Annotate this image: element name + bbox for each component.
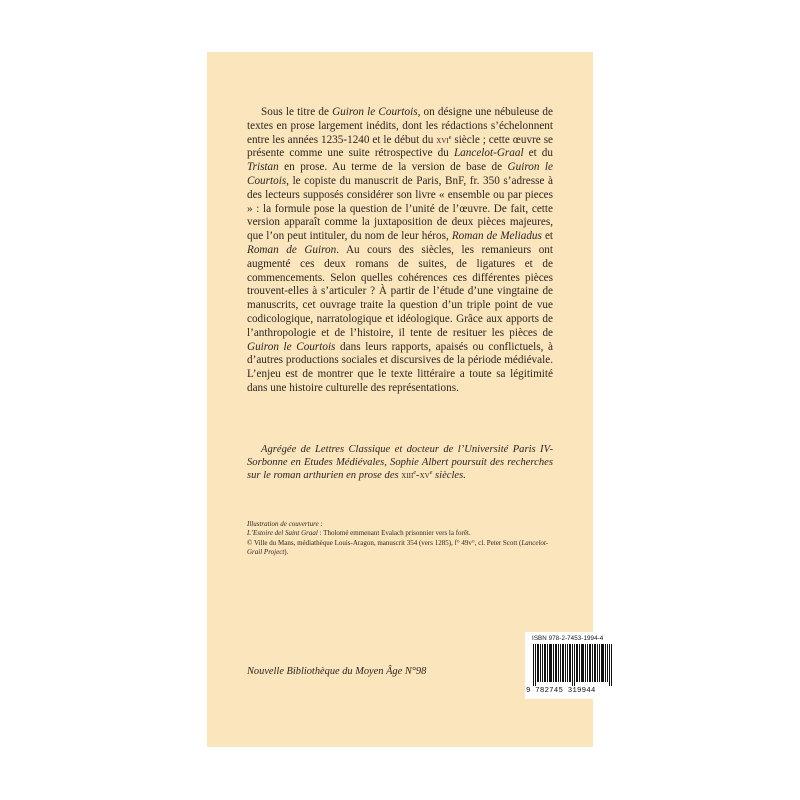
- ean-digits: 9 782745 319944: [526, 687, 596, 695]
- abstract-paragraph: Sous le titre de Guiron le Courtois, on désigne une nébuleuse de textes en prose largement inédits, dont les rédactions s’échelonnent entre les années 1235-1240 et le début du xvi$^e$ siècle ; cette œuvre se présente comme une suite rétrospective du Lancelot-Graal et du Tristan en prose. Au terme de la version de base de Guiron le Courtois, le copiste du manuscrit de Paris, BnF, fr. 350 s’adresse à des lecteurs supposés considérer son livre « ensemble ou par pieces » : la formule pose la question de l’unité de l’œuvre. De fait, cette version apparaît comme la juxtaposition de deux pièces majeures, que l’on peut intituler, du nom de leur héros, Roman de Meliadus et Roman de Guiron. Au cours des siècles, les remanieurs ont augmenté ces deux romans de suites, de ligatures et de commencements. Selon quelles cohérences ces différentes pièces trouvent-elles à s’articuler ? À partir de l’étude d’une vingtaine de manuscrits, cet ouvrage traite la question d’un triple point de vue codicologique, narratologique et idéologique. Grâce aux apports de l’anthropologie et de l’histoire, il tente de resituer les pièces de Guiron le Courtois dans leurs rapports, apaisés ou conflictuels, à d’autres productions sociales et discursives de la période médiévale. L’enjeu est de montrer que le texte littéraire a toute sa légitimité dans une histoire culturelle des représentations.: [247, 106, 554, 394]
- cover-credits: Illustration de couverture : L’Estoire del Saint Graal : Tholomé emmenant Evalach prisonnier vers la forêt. © Ville du Mans, médiathèque Louis-Aragon, manuscrit 354 (vers 1285), f° 49v°, cl. Peter Scott (Lancelot-Grail Project).: [247, 520, 557, 557]
- author-bio: Agrégée de Lettres Classique et docteur de l’Université Paris IV-Sorbonne en Etudes Médiévales, Sophie Albert poursuit des recherches sur le roman arthurien en prose des $xiii^e-xv^e$ siècles.: [247, 444, 553, 482]
- credits-caption: Illustration de couverture :: [247, 520, 323, 528]
- isbn-barcode: [525, 632, 619, 699]
- series-title: Nouvelle Bibliothèque du Moyen Âge N°98: [247, 666, 427, 677]
- barcode-icon: [533, 644, 613, 686]
- isbn-label: ISBN 978-2-7453-1994-4: [532, 635, 604, 642]
- back-cover: [207, 52, 604, 747]
